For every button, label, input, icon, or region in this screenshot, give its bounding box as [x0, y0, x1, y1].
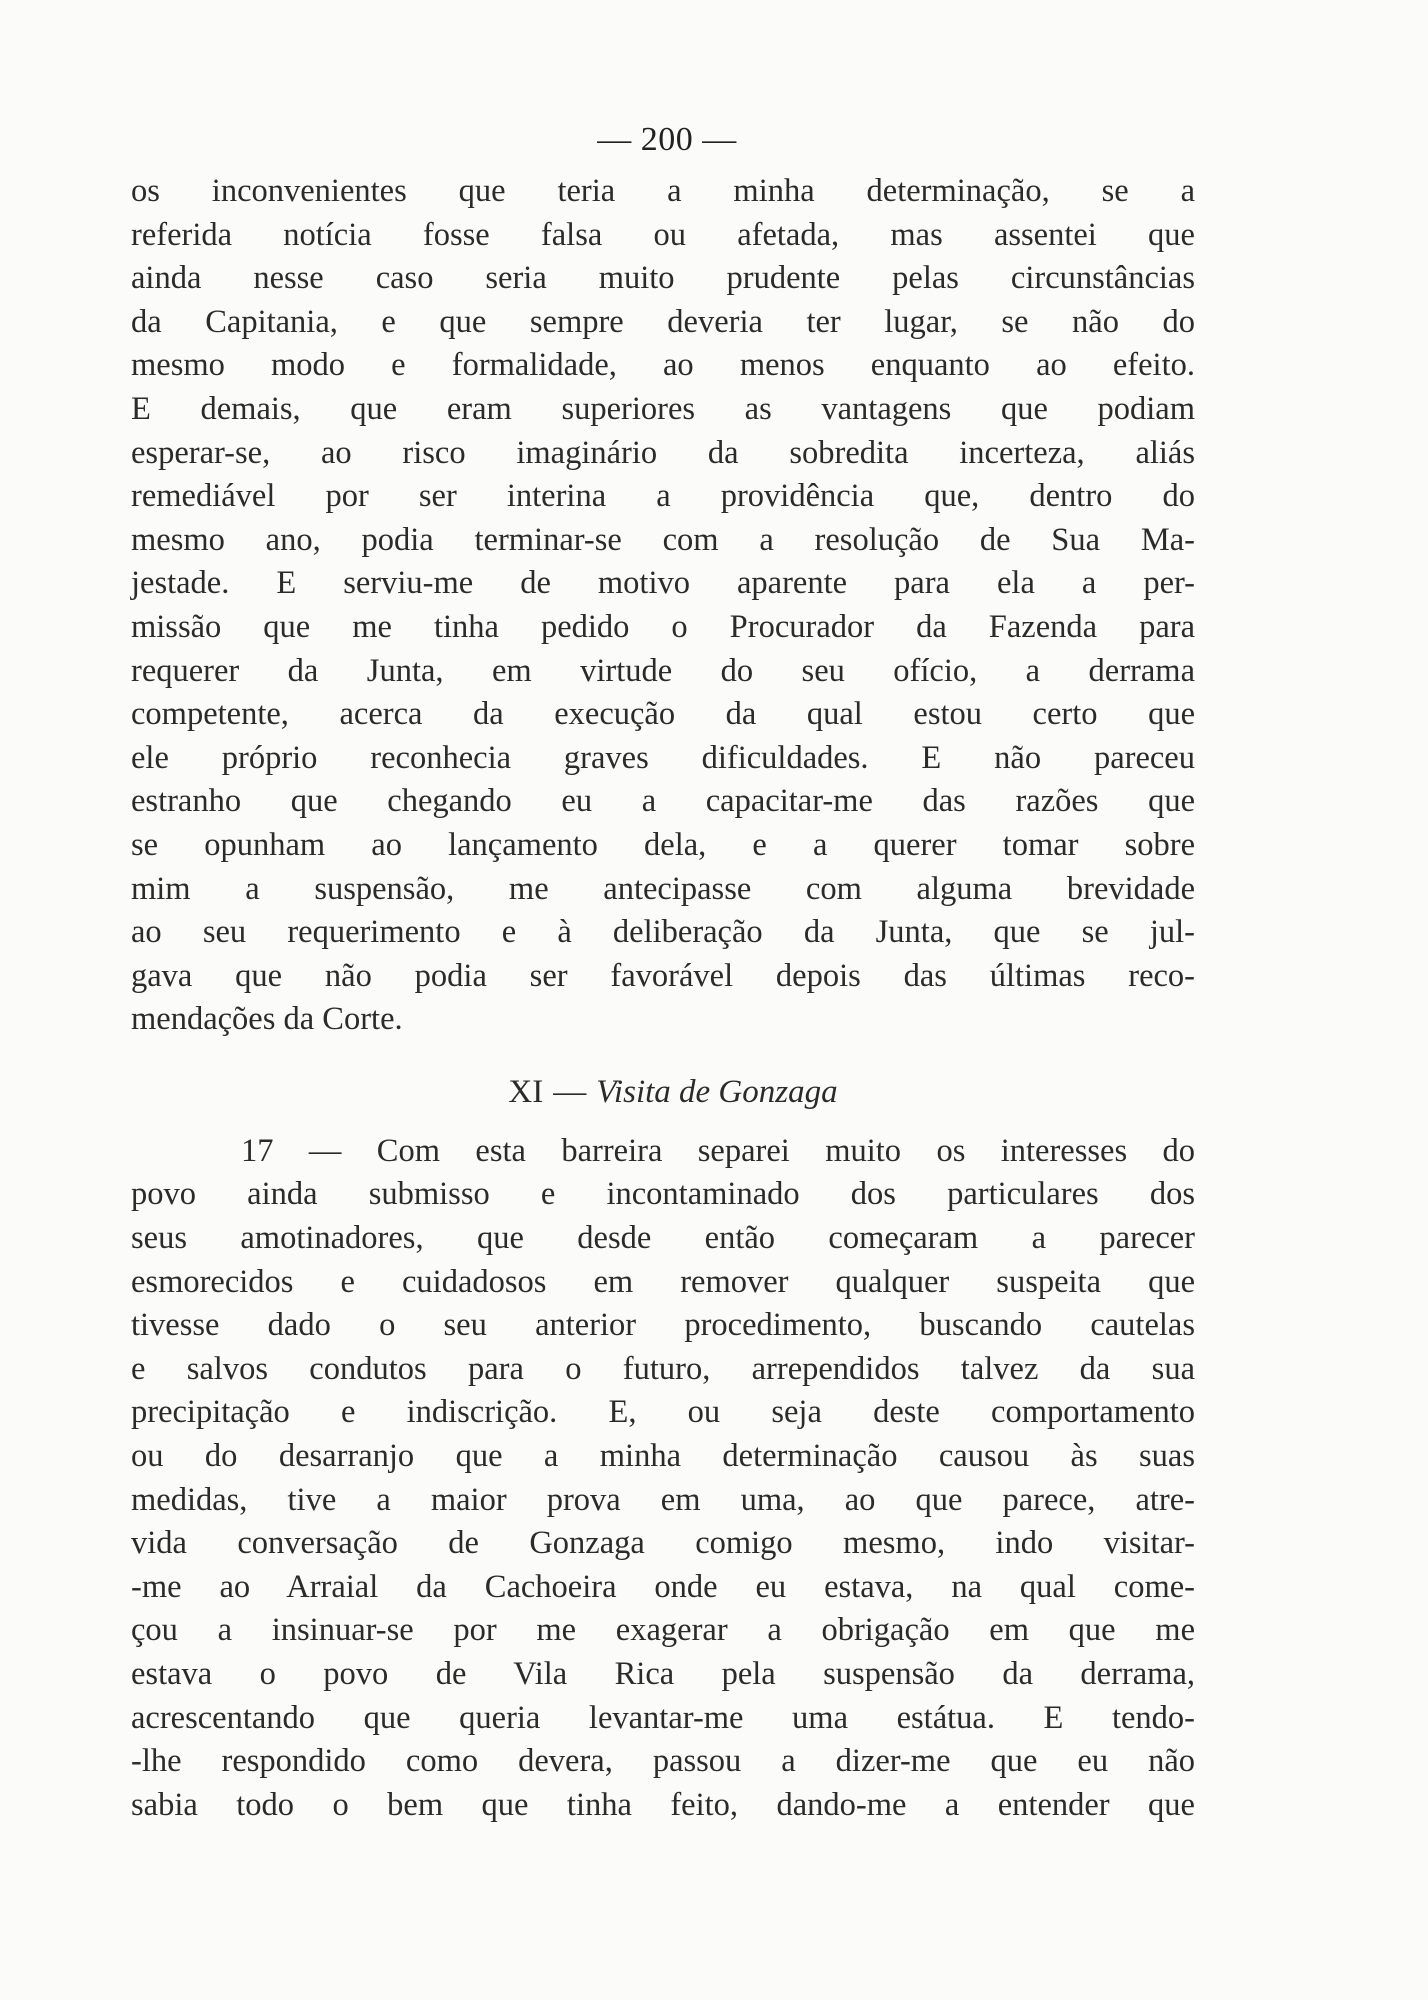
- section-heading: [131, 1070, 1195, 1114]
- page-number: — 200 —: [597, 121, 737, 158]
- text-line: seus amotinadores, que desde então começaram a parecer: [131, 1220, 1195, 1257]
- text-line: remediável por ser interina a providência que, dentro do: [131, 478, 1195, 515]
- text-line: se opunham ao lançamento dela, e a querer tomar sobre: [131, 826, 1195, 863]
- text-line: os inconvenientes que teria a minha determinação, se a: [131, 173, 1195, 209]
- text-line: tivesse dado o seu anterior procedimento, buscando cautelas: [131, 1307, 1195, 1344]
- text-line: competente, acerca da execução da qual estou certo que: [131, 696, 1195, 733]
- text-line: mim a suspensão, me antecipasse com alguma brevidade: [131, 870, 1195, 907]
- text-line: referida notícia fosse falsa ou afetada, mas assentei que: [131, 216, 1195, 253]
- text-line: sabia todo o bem que tinha feito, dando-me a entender que: [131, 1786, 1195, 1823]
- text-line: ou do desarranjo que a minha determinação causou às suas: [131, 1438, 1195, 1475]
- paragraph-continued: [131, 170, 1195, 1042]
- text-line: ele próprio reconhecia graves dificuldades. E não pareceu: [131, 739, 1195, 776]
- text-line: gava que não podia ser favorável depois das últimas reco-: [131, 957, 1195, 994]
- text-line: -me ao Arraial da Cachoeira onde eu estava, na qual come-: [131, 1568, 1195, 1605]
- book-page: [131, 118, 1195, 1827]
- text-line: mesmo ano, podia terminar-se com a resolução de Sua Ma-: [131, 521, 1195, 558]
- section-title: Visita de Gonzaga: [596, 1073, 838, 1110]
- text-line: precipitação e indiscrição. E, ou seja deste comportamento: [131, 1394, 1195, 1431]
- text-line: esperar-se, ao risco imaginário da sobredita incerteza, aliás: [131, 434, 1195, 471]
- text-line: vida conversação de Gonzaga comigo mesmo, indo visitar-: [131, 1525, 1195, 1562]
- text-line: e salvos condutos para o futuro, arrependidos talvez da sua: [131, 1350, 1195, 1387]
- section-dash: —: [553, 1073, 587, 1110]
- paragraph-17: [131, 1130, 1195, 1828]
- text-line: requerer da Junta, em virtude do seu ofício, a derrama: [131, 652, 1195, 689]
- text-line: 17 — Com esta barreira separei muito os interesses do: [241, 1132, 1195, 1169]
- text-line: ainda nesse caso seria muito prudente pelas circunstâncias: [131, 260, 1195, 297]
- text-line: jestade. E serviu-me de motivo aparente para ela a per-: [131, 565, 1195, 602]
- text-line: povo ainda submisso e incontaminado dos particulares dos: [131, 1176, 1195, 1213]
- section-numeral: XI: [508, 1073, 544, 1110]
- text-line: çou a insinuar-se por me exagerar a obrigação em que me: [131, 1612, 1195, 1649]
- text-line: esmorecidos e cuidadosos em remover qualquer suspeita que: [131, 1263, 1195, 1300]
- text-line: mesmo modo e formalidade, ao menos enquanto ao efeito.: [131, 347, 1195, 384]
- text-line: mendações da Corte.: [131, 1001, 403, 1038]
- text-line: ao seu requerimento e à deliberação da Junta, que se jul-: [131, 914, 1195, 951]
- text-line: missão que me tinha pedido o Procurador da Fazenda para: [131, 608, 1195, 645]
- text-line: estava o povo de Vila Rica pela suspensão da derrama,: [131, 1656, 1195, 1692]
- text-line: -lhe respondido como devera, passou a dizer-me que eu não: [131, 1743, 1195, 1780]
- text-line: estranho que chegando eu a capacitar-me das razões que: [131, 783, 1195, 820]
- text-line: E demais, que eram superiores as vantagens que podiam: [131, 390, 1195, 427]
- text-line: medidas, tive a maior prova em uma, ao que parece, atre-: [131, 1481, 1195, 1518]
- text-line: da Capitania, e que sempre deveria ter lugar, se não do: [131, 303, 1195, 340]
- text-line: acrescentando que queria levantar-me uma estátua. E tendo-: [131, 1699, 1195, 1736]
